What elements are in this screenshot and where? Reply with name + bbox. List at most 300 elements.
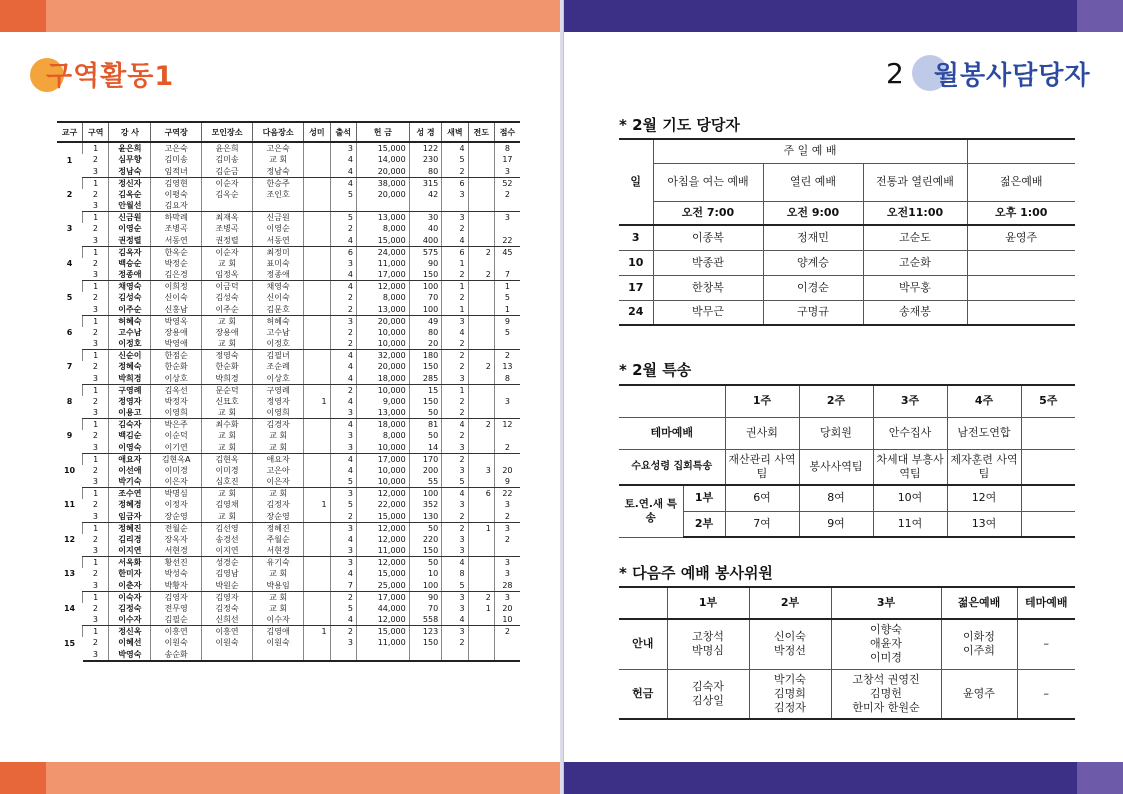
- table-cell: 15,000: [356, 142, 409, 154]
- table-cell: 15,000: [356, 511, 409, 523]
- table-cell: 3: [494, 557, 520, 569]
- table-cell: 2: [92, 189, 99, 199]
- table-cell: 1: [83, 315, 109, 327]
- table-cell: 1: [83, 384, 109, 396]
- table-cell: 이평숙: [151, 189, 202, 201]
- table-row: [57, 350, 520, 362]
- volunteer-cell: [749, 669, 831, 719]
- table-cell: 박희경: [202, 373, 253, 385]
- prayer-heading: * 2월 기도 당당자: [619, 116, 740, 134]
- next-heading: * 다음주 예배 봉사위원: [619, 564, 773, 582]
- dawn-cell: 10여: [873, 485, 947, 511]
- table-cell: [468, 580, 494, 592]
- name-cell: 윤영주: [967, 225, 1075, 250]
- table-row: [619, 225, 1075, 250]
- table-cell: 교 회: [253, 488, 304, 500]
- table-cell: 32,000: [356, 350, 409, 362]
- table-cell: 2: [92, 155, 99, 165]
- table-cell: 이상호: [253, 373, 304, 385]
- table-cell: 4: [442, 419, 468, 431]
- table-cell: 김필순: [151, 614, 202, 626]
- name-cell: 고순도: [863, 225, 967, 250]
- table-cell: 3: [83, 304, 109, 316]
- table-cell: [304, 350, 330, 362]
- table-cell: [330, 649, 356, 661]
- table-cell: 150: [409, 545, 441, 557]
- table-cell: 장순영: [253, 511, 304, 523]
- table-cell: 10,000: [356, 442, 409, 454]
- table-cell: 이숙자: [109, 591, 151, 603]
- volunteer-name: 이미경: [870, 651, 902, 665]
- table-cell: 150: [409, 269, 441, 281]
- table-cell: 8: [494, 142, 520, 154]
- table-cell: 권정렬: [109, 235, 151, 247]
- table-cell: 2: [442, 269, 468, 281]
- table-cell: 2: [92, 569, 99, 579]
- table-cell: 4: [442, 142, 468, 154]
- table-cell: 2: [330, 292, 356, 304]
- table-cell: 김문호: [253, 304, 304, 316]
- table-row: [57, 304, 520, 316]
- table-cell: [304, 189, 330, 201]
- table-cell: 10: [494, 614, 520, 626]
- table-cell: 서동연: [151, 235, 202, 247]
- table-cell: 임금자: [109, 511, 151, 523]
- table-cell: [304, 338, 330, 350]
- district-cell: 7: [66, 362, 73, 372]
- column-header: 모인장소: [202, 122, 253, 142]
- table-cell: 4: [442, 235, 468, 247]
- table-cell: [468, 154, 494, 166]
- volunteer-cell: [667, 619, 749, 669]
- table-cell: [468, 637, 494, 649]
- table-cell: [468, 235, 494, 247]
- table-cell: [304, 591, 330, 603]
- table-cell: 123: [409, 626, 441, 638]
- table-cell: [304, 568, 330, 580]
- table-cell: 2: [494, 511, 520, 523]
- table-cell: 100: [409, 281, 441, 293]
- table-cell: [468, 338, 494, 350]
- table-cell: 김영현: [151, 177, 202, 189]
- volunteer-cell: [667, 669, 749, 719]
- table-cell: [468, 212, 494, 224]
- column-header: 새벽: [442, 122, 468, 142]
- district-cell: 8: [66, 396, 73, 406]
- table-cell: 38,000: [356, 177, 409, 189]
- part-cell: 1부: [683, 485, 725, 511]
- table-cell: 한순화: [202, 361, 253, 373]
- table-cell: 정남숙: [253, 166, 304, 178]
- table-cell: 4: [442, 557, 468, 569]
- table-cell: [304, 269, 330, 281]
- table-cell: 2: [442, 407, 468, 419]
- right-page-title: 2 월봉사담당자: [886, 56, 1091, 91]
- theme-label: 테마예배: [619, 417, 725, 449]
- table-cell: 이희정: [151, 281, 202, 293]
- table-cell: 교 회: [202, 430, 253, 442]
- table-cell: 8,000: [356, 223, 409, 235]
- table-cell: 2: [330, 327, 356, 339]
- service-header: 젊은예배: [967, 163, 1075, 201]
- left-page-title: 구역활동1: [30, 52, 174, 94]
- name-cell: 박무홍: [863, 275, 967, 300]
- table-cell: 15,000: [356, 235, 409, 247]
- name-cell: 정재민: [763, 225, 863, 250]
- theme-cell: [1021, 417, 1075, 449]
- table-cell: 3: [83, 407, 109, 419]
- table-cell: 송순화: [151, 649, 202, 661]
- table-cell: 1: [83, 419, 109, 431]
- volunteer-name: –: [1043, 637, 1049, 651]
- table-cell: [304, 361, 330, 373]
- table-cell: 이기연: [151, 442, 202, 454]
- table-cell: 1: [304, 626, 330, 638]
- table-cell: 17,000: [356, 591, 409, 603]
- table-cell: 2: [92, 465, 99, 475]
- table-cell: 김필녀: [253, 350, 304, 362]
- table-cell: 3: [330, 430, 356, 442]
- table-cell: 28: [494, 580, 520, 592]
- table-cell: 서옥화: [109, 557, 151, 569]
- table-cell: 8,000: [356, 430, 409, 442]
- table-cell: [494, 545, 520, 557]
- table-cell: [468, 200, 494, 212]
- table-cell: 조수연: [109, 488, 151, 500]
- service-header: 전통과 열린예배: [863, 163, 967, 201]
- table-cell: [202, 200, 253, 212]
- table-cell: 2: [330, 384, 356, 396]
- table-cell: 4: [330, 154, 356, 166]
- table-cell: 이미경: [202, 465, 253, 477]
- volunteer-cell: [831, 619, 941, 669]
- table-cell: 허혜숙: [109, 315, 151, 327]
- table-cell: 130: [409, 511, 441, 523]
- table-row: [57, 281, 520, 293]
- district-cell: 10: [63, 465, 76, 475]
- service-header: 열린 예배: [763, 163, 863, 201]
- table-cell: 채영숙: [253, 281, 304, 293]
- table-cell: 4: [330, 373, 356, 385]
- table-cell: 송경선: [202, 534, 253, 546]
- service-time: 오전 7:00: [653, 201, 763, 225]
- volunteer-name: 김명희: [774, 686, 806, 700]
- table-cell: [304, 142, 330, 154]
- table-cell: 이영희: [253, 407, 304, 419]
- table-cell: 박기숙: [109, 476, 151, 488]
- table-cell: 10,000: [356, 338, 409, 350]
- table-cell: 4: [330, 614, 356, 626]
- table-cell: [304, 200, 330, 212]
- next-col-header: 젊은예배: [941, 587, 1017, 619]
- table-cell: [468, 545, 494, 557]
- table-row: [57, 269, 520, 281]
- table-cell: 하막례: [151, 212, 202, 224]
- table-cell: 4: [442, 327, 468, 339]
- table-cell: [330, 200, 356, 212]
- table-cell: [409, 200, 441, 212]
- volunteer-cell: [1017, 669, 1075, 719]
- table-cell: 1: [304, 396, 330, 408]
- table-cell: 1: [83, 488, 109, 500]
- table-cell: 1: [83, 246, 109, 258]
- table-cell: 한승주: [253, 177, 304, 189]
- table-cell: 유기숙: [253, 557, 304, 569]
- table-cell: 13,000: [356, 407, 409, 419]
- day-header: 일: [619, 139, 653, 225]
- name-cell: [967, 300, 1075, 325]
- table-cell: 4: [330, 350, 356, 362]
- table-cell: 14,000: [356, 154, 409, 166]
- table-cell: 이영숙: [109, 442, 151, 454]
- table-cell: 3: [330, 142, 356, 154]
- table-cell: 285: [409, 373, 441, 385]
- table-cell: 352: [409, 499, 441, 511]
- table-cell: 2: [442, 396, 468, 408]
- table-cell: 3: [442, 534, 468, 546]
- table-cell: 2: [442, 350, 468, 362]
- table-cell: 3: [442, 212, 468, 224]
- table-cell: 이미경: [151, 465, 202, 477]
- column-header: 헌 금: [356, 122, 409, 142]
- next-col-header: 테마예배: [1017, 587, 1075, 619]
- table-cell: 5: [330, 189, 356, 201]
- table-cell: 3: [442, 373, 468, 385]
- table-cell: 3: [330, 258, 356, 270]
- table-cell: 교 회: [202, 407, 253, 419]
- week-header: 1주: [725, 385, 799, 417]
- table-cell: 정영숙: [202, 350, 253, 362]
- table-cell: 박명심: [151, 488, 202, 500]
- table-cell: 25,000: [356, 580, 409, 592]
- table-cell: 4: [330, 177, 356, 189]
- table-cell: 3: [83, 269, 109, 281]
- table-cell: 이흥연: [151, 626, 202, 638]
- table-cell: [468, 430, 494, 442]
- table-cell: 1: [83, 350, 109, 362]
- table-cell: 이정자: [151, 499, 202, 511]
- table-cell: 4: [330, 419, 356, 431]
- table-cell: 2: [92, 396, 99, 406]
- table-row: [57, 419, 520, 431]
- table-cell: [494, 453, 520, 465]
- table-cell: [468, 315, 494, 327]
- table-cell: [468, 304, 494, 316]
- table-cell: 3: [442, 189, 468, 201]
- table-cell: 교 회: [253, 442, 304, 454]
- table-cell: 1: [468, 522, 494, 534]
- table-cell: 12,000: [356, 534, 409, 546]
- table-cell: 2: [442, 292, 468, 304]
- table-cell: [304, 246, 330, 258]
- table-cell: 김영자: [151, 591, 202, 603]
- table-cell: 15,000: [356, 626, 409, 638]
- table-cell: 김정숙: [109, 603, 151, 615]
- name-cell: 박종관: [653, 250, 763, 275]
- table-cell: [468, 166, 494, 178]
- table-cell: 8: [442, 568, 468, 580]
- volunteer-name: 박명심: [692, 644, 724, 658]
- name-cell: 양계승: [763, 250, 863, 275]
- table-cell: 2: [92, 327, 99, 337]
- table-cell: [304, 166, 330, 178]
- table-cell: [356, 200, 409, 212]
- week-header: 3주: [873, 385, 947, 417]
- volunteer-name: 김명헌: [870, 686, 902, 700]
- table-cell: 1: [83, 557, 109, 569]
- next-col-header: 1부: [667, 587, 749, 619]
- dawn-cell: 8여: [799, 485, 873, 511]
- table-cell: 이주순: [202, 304, 253, 316]
- name-cell: 구명규: [763, 300, 863, 325]
- name-cell: 송재봉: [863, 300, 967, 325]
- day-cell: 10: [619, 250, 653, 275]
- table-cell: [468, 223, 494, 235]
- table-cell: 2: [92, 224, 99, 234]
- table-cell: [468, 177, 494, 189]
- table-cell: 채영숙: [109, 281, 151, 293]
- table-cell: 교 회: [253, 430, 304, 442]
- table-cell: [442, 200, 468, 212]
- table-cell: 90: [409, 258, 441, 270]
- table-cell: 90: [409, 591, 441, 603]
- table-cell: 3: [494, 212, 520, 224]
- table-cell: 임정옥: [202, 269, 253, 281]
- table-cell: 30: [409, 212, 441, 224]
- table-cell: 4: [330, 568, 356, 580]
- table-cell: [304, 281, 330, 293]
- table-cell: 22: [494, 488, 520, 500]
- volunteer-cell: [941, 669, 1017, 719]
- volunteer-name: 고창석 권영진: [852, 672, 920, 686]
- table-cell: 장옥자: [151, 534, 202, 546]
- table-cell: 박희경: [109, 373, 151, 385]
- name-cell: [967, 250, 1075, 275]
- table-cell: 3: [330, 315, 356, 327]
- table-cell: [468, 476, 494, 488]
- volunteer-cell: [1017, 619, 1075, 669]
- table-cell: [304, 614, 330, 626]
- table-cell: [253, 200, 304, 212]
- table-cell: 김숙자: [109, 419, 151, 431]
- table-cell: 김영자: [202, 591, 253, 603]
- role-label: 안내: [619, 619, 667, 669]
- table-cell: [304, 488, 330, 500]
- table-cell: 신묘호: [202, 396, 253, 408]
- table-cell: 2: [442, 637, 468, 649]
- table-cell: 이수자: [109, 614, 151, 626]
- table-cell: 심무향: [109, 154, 151, 166]
- district-cell: 15: [63, 638, 76, 648]
- table-cell: [468, 327, 494, 339]
- table-cell: [304, 534, 330, 546]
- table-cell: 2: [494, 626, 520, 638]
- table-row: [57, 568, 520, 580]
- table-cell: 2: [494, 442, 520, 454]
- table-cell: [304, 304, 330, 316]
- table-cell: 교 회: [253, 591, 304, 603]
- table-cell: 김성숙: [202, 292, 253, 304]
- table-cell: 1: [468, 603, 494, 615]
- table-cell: 최정미: [253, 246, 304, 258]
- volunteer-cell: [749, 619, 831, 669]
- table-row: [57, 522, 520, 534]
- table-row: [57, 649, 520, 661]
- table-cell: 김옥선: [151, 384, 202, 396]
- table-cell: 윤은희: [109, 142, 151, 154]
- volunteer-name: 이화정: [963, 630, 995, 644]
- table-cell: 한순화: [151, 361, 202, 373]
- table-cell: [468, 534, 494, 546]
- table-cell: 장용애: [151, 327, 202, 339]
- table-cell: 1: [83, 142, 109, 154]
- table-cell: 애요자: [109, 453, 151, 465]
- table-cell: 정신옥: [109, 626, 151, 638]
- table-cell: 2: [442, 430, 468, 442]
- table-cell: 교 회: [202, 258, 253, 270]
- table-cell: 신이숙: [253, 292, 304, 304]
- table-cell: 3: [330, 545, 356, 557]
- table-cell: 신홍남: [151, 304, 202, 316]
- table-cell: [304, 637, 330, 649]
- table-cell: [468, 384, 494, 396]
- table-cell: 7: [494, 269, 520, 281]
- table-cell: [304, 154, 330, 166]
- table-cell: 3: [494, 522, 520, 534]
- column-header: 다음장소: [253, 122, 304, 142]
- table-cell: 2: [442, 338, 468, 350]
- table-cell: 이상호: [151, 373, 202, 385]
- table-cell: 3: [330, 637, 356, 649]
- table-cell: 100: [409, 304, 441, 316]
- table-cell: 박정자: [151, 396, 202, 408]
- table-cell: 신희선: [202, 614, 253, 626]
- column-header: 출석: [330, 122, 356, 142]
- district-cell: 4: [66, 258, 73, 268]
- table-cell: 50: [409, 407, 441, 419]
- table-cell: 20: [494, 465, 520, 477]
- table-cell: 52: [494, 177, 520, 189]
- table-cell: 장순영: [151, 511, 202, 523]
- table-cell: 교 회: [202, 488, 253, 500]
- table-cell: 2: [330, 626, 356, 638]
- table-cell: 80: [409, 327, 441, 339]
- wed-cell: [1021, 449, 1075, 485]
- table-cell: 2: [330, 223, 356, 235]
- dawn-cell: [1021, 485, 1075, 511]
- table-cell: [304, 465, 330, 477]
- table-cell: 50: [409, 557, 441, 569]
- table-cell: 김은경: [151, 269, 202, 281]
- table-cell: 김경자: [253, 419, 304, 431]
- table-row: [57, 177, 520, 189]
- district-cell: 6: [66, 327, 73, 337]
- table-cell: [304, 212, 330, 224]
- dawn-cell: [1021, 511, 1075, 537]
- table-cell: [494, 223, 520, 235]
- table-row: [619, 619, 1075, 669]
- table-cell: 4: [442, 488, 468, 500]
- column-header: 강 사: [109, 122, 151, 142]
- table-cell: 80: [409, 166, 441, 178]
- table-cell: 3: [442, 591, 468, 603]
- table-cell: 55: [409, 476, 441, 488]
- volunteer-name: –: [1043, 686, 1049, 700]
- table-cell: [356, 649, 409, 661]
- table-cell: [304, 557, 330, 569]
- table-cell: 이정호: [253, 338, 304, 350]
- table-cell: 김옥자: [109, 246, 151, 258]
